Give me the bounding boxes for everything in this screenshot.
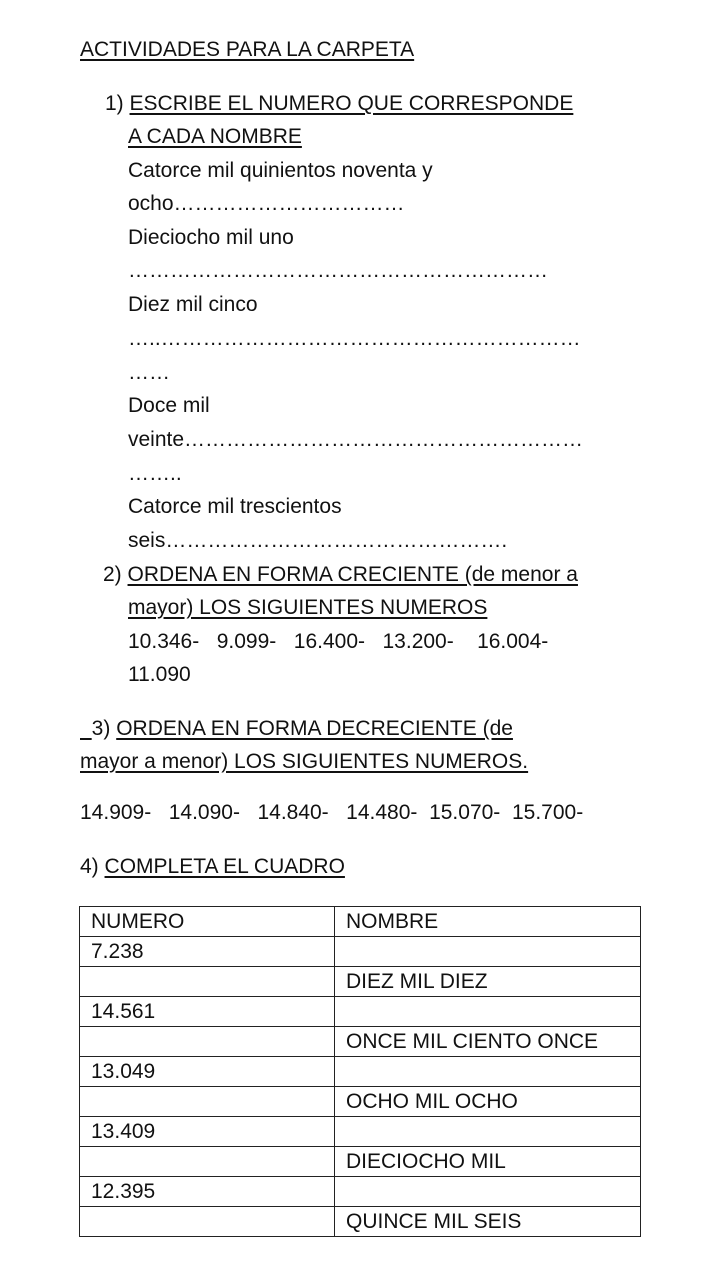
section-1-number: 1) [105, 92, 124, 115]
exercise-line: Catorce mil trescientos [128, 495, 342, 518]
table-row [80, 1057, 641, 1087]
table-row [80, 937, 641, 967]
section-1-heading-line2: A CADA NOMBRE [128, 125, 302, 148]
table-cell-numero: 14.561 [80, 997, 335, 1027]
table-cell-nombre [335, 1117, 641, 1147]
table-cell-numero: 12.395 [80, 1177, 335, 1207]
section-2-heading [103, 562, 578, 588]
section-4-number: 4) [80, 855, 99, 878]
section-2-heading-line2: mayor) LOS SIGUIENTES NUMEROS [128, 596, 488, 619]
header-numero: NUMERO [80, 907, 335, 937]
table-cell-nombre: DIECIOCHO MIL [335, 1147, 641, 1177]
table-row [80, 1087, 641, 1117]
table-cell-nombre: ONCE MIL CIENTO ONCE [335, 1027, 641, 1057]
answer-line: seis…………………………………………. [128, 529, 508, 552]
exercise-line: Dieciocho mil uno [128, 226, 294, 249]
table-cell-nombre: DIEZ MIL DIEZ [335, 967, 641, 997]
table-cell-numero [80, 1147, 335, 1177]
section-3-prefix [80, 717, 92, 740]
answer-line: veinte………………………………………………… [128, 428, 584, 451]
section-2-numbers: 10.346- 9.099- 16.400- 13.200- 16.004- [128, 630, 549, 653]
answer-line: …………………………………………………… [128, 259, 548, 282]
section-2-numbers-line2: 11.090 [128, 663, 191, 686]
table-cell-nombre [335, 937, 641, 967]
section-3-heading [80, 716, 513, 742]
header-nombre: NOMBRE [335, 907, 641, 937]
table-row [80, 1177, 641, 1207]
exercise-line: Diez mil cinco [128, 293, 258, 316]
answer-line: …..…………………………………………………… [128, 327, 581, 350]
section-1-heading-line1: ESCRIBE EL NUMERO QUE CORRESPONDE [129, 92, 574, 115]
table-cell-nombre [335, 1057, 641, 1087]
section-1-heading [105, 91, 573, 117]
table-cell-numero [80, 1207, 335, 1237]
section-2-heading-line1: ORDENA EN FORMA CRECIENTE (de menor a [127, 563, 578, 586]
answer-line: …….. [128, 462, 182, 485]
answer-line: ocho…………………………… [128, 192, 405, 215]
exercise-line: Doce mil [128, 394, 210, 417]
table-cell-nombre: OCHO MIL OCHO [335, 1087, 641, 1117]
answer-line: …… [128, 361, 170, 384]
section-3-heading-line1: ORDENA EN FORMA DECRECIENTE (de [116, 717, 513, 740]
section-4-heading-text: COMPLETA EL CUADRO [104, 855, 345, 878]
section-3-numbers: 14.909- 14.090- 14.840- 14.480- 15.070- 15.700- [80, 801, 584, 824]
table-row [80, 967, 641, 997]
table-cell-nombre [335, 1177, 641, 1207]
exercise-line: Catorce mil quinientos noventa y [128, 159, 433, 182]
table-row [80, 1117, 641, 1147]
table-cell-nombre [335, 997, 641, 1027]
table-cell-numero [80, 967, 335, 997]
page-title: ACTIVIDADES PARA LA CARPETA [80, 38, 415, 61]
section-3-number: 3) [91, 717, 111, 740]
table-cell-nombre: QUINCE MIL SEIS [335, 1207, 641, 1237]
table-cell-numero: 13.409 [80, 1117, 335, 1147]
table-header-row [80, 907, 641, 937]
table-row [80, 1207, 641, 1237]
table-row [80, 1147, 641, 1177]
table-cell-numero [80, 1027, 335, 1057]
table-row [80, 997, 641, 1027]
section-3-heading-line2: mayor a menor) LOS SIGUIENTES NUMEROS. [80, 750, 529, 773]
table-cell-numero: 7.238 [80, 937, 335, 967]
section-4-heading [80, 854, 345, 880]
table-row [80, 1027, 641, 1057]
table-cell-numero: 13.049 [80, 1057, 335, 1087]
completion-table [79, 906, 641, 1237]
table-cell-numero [80, 1087, 335, 1117]
section-2-number: 2) [103, 563, 122, 586]
